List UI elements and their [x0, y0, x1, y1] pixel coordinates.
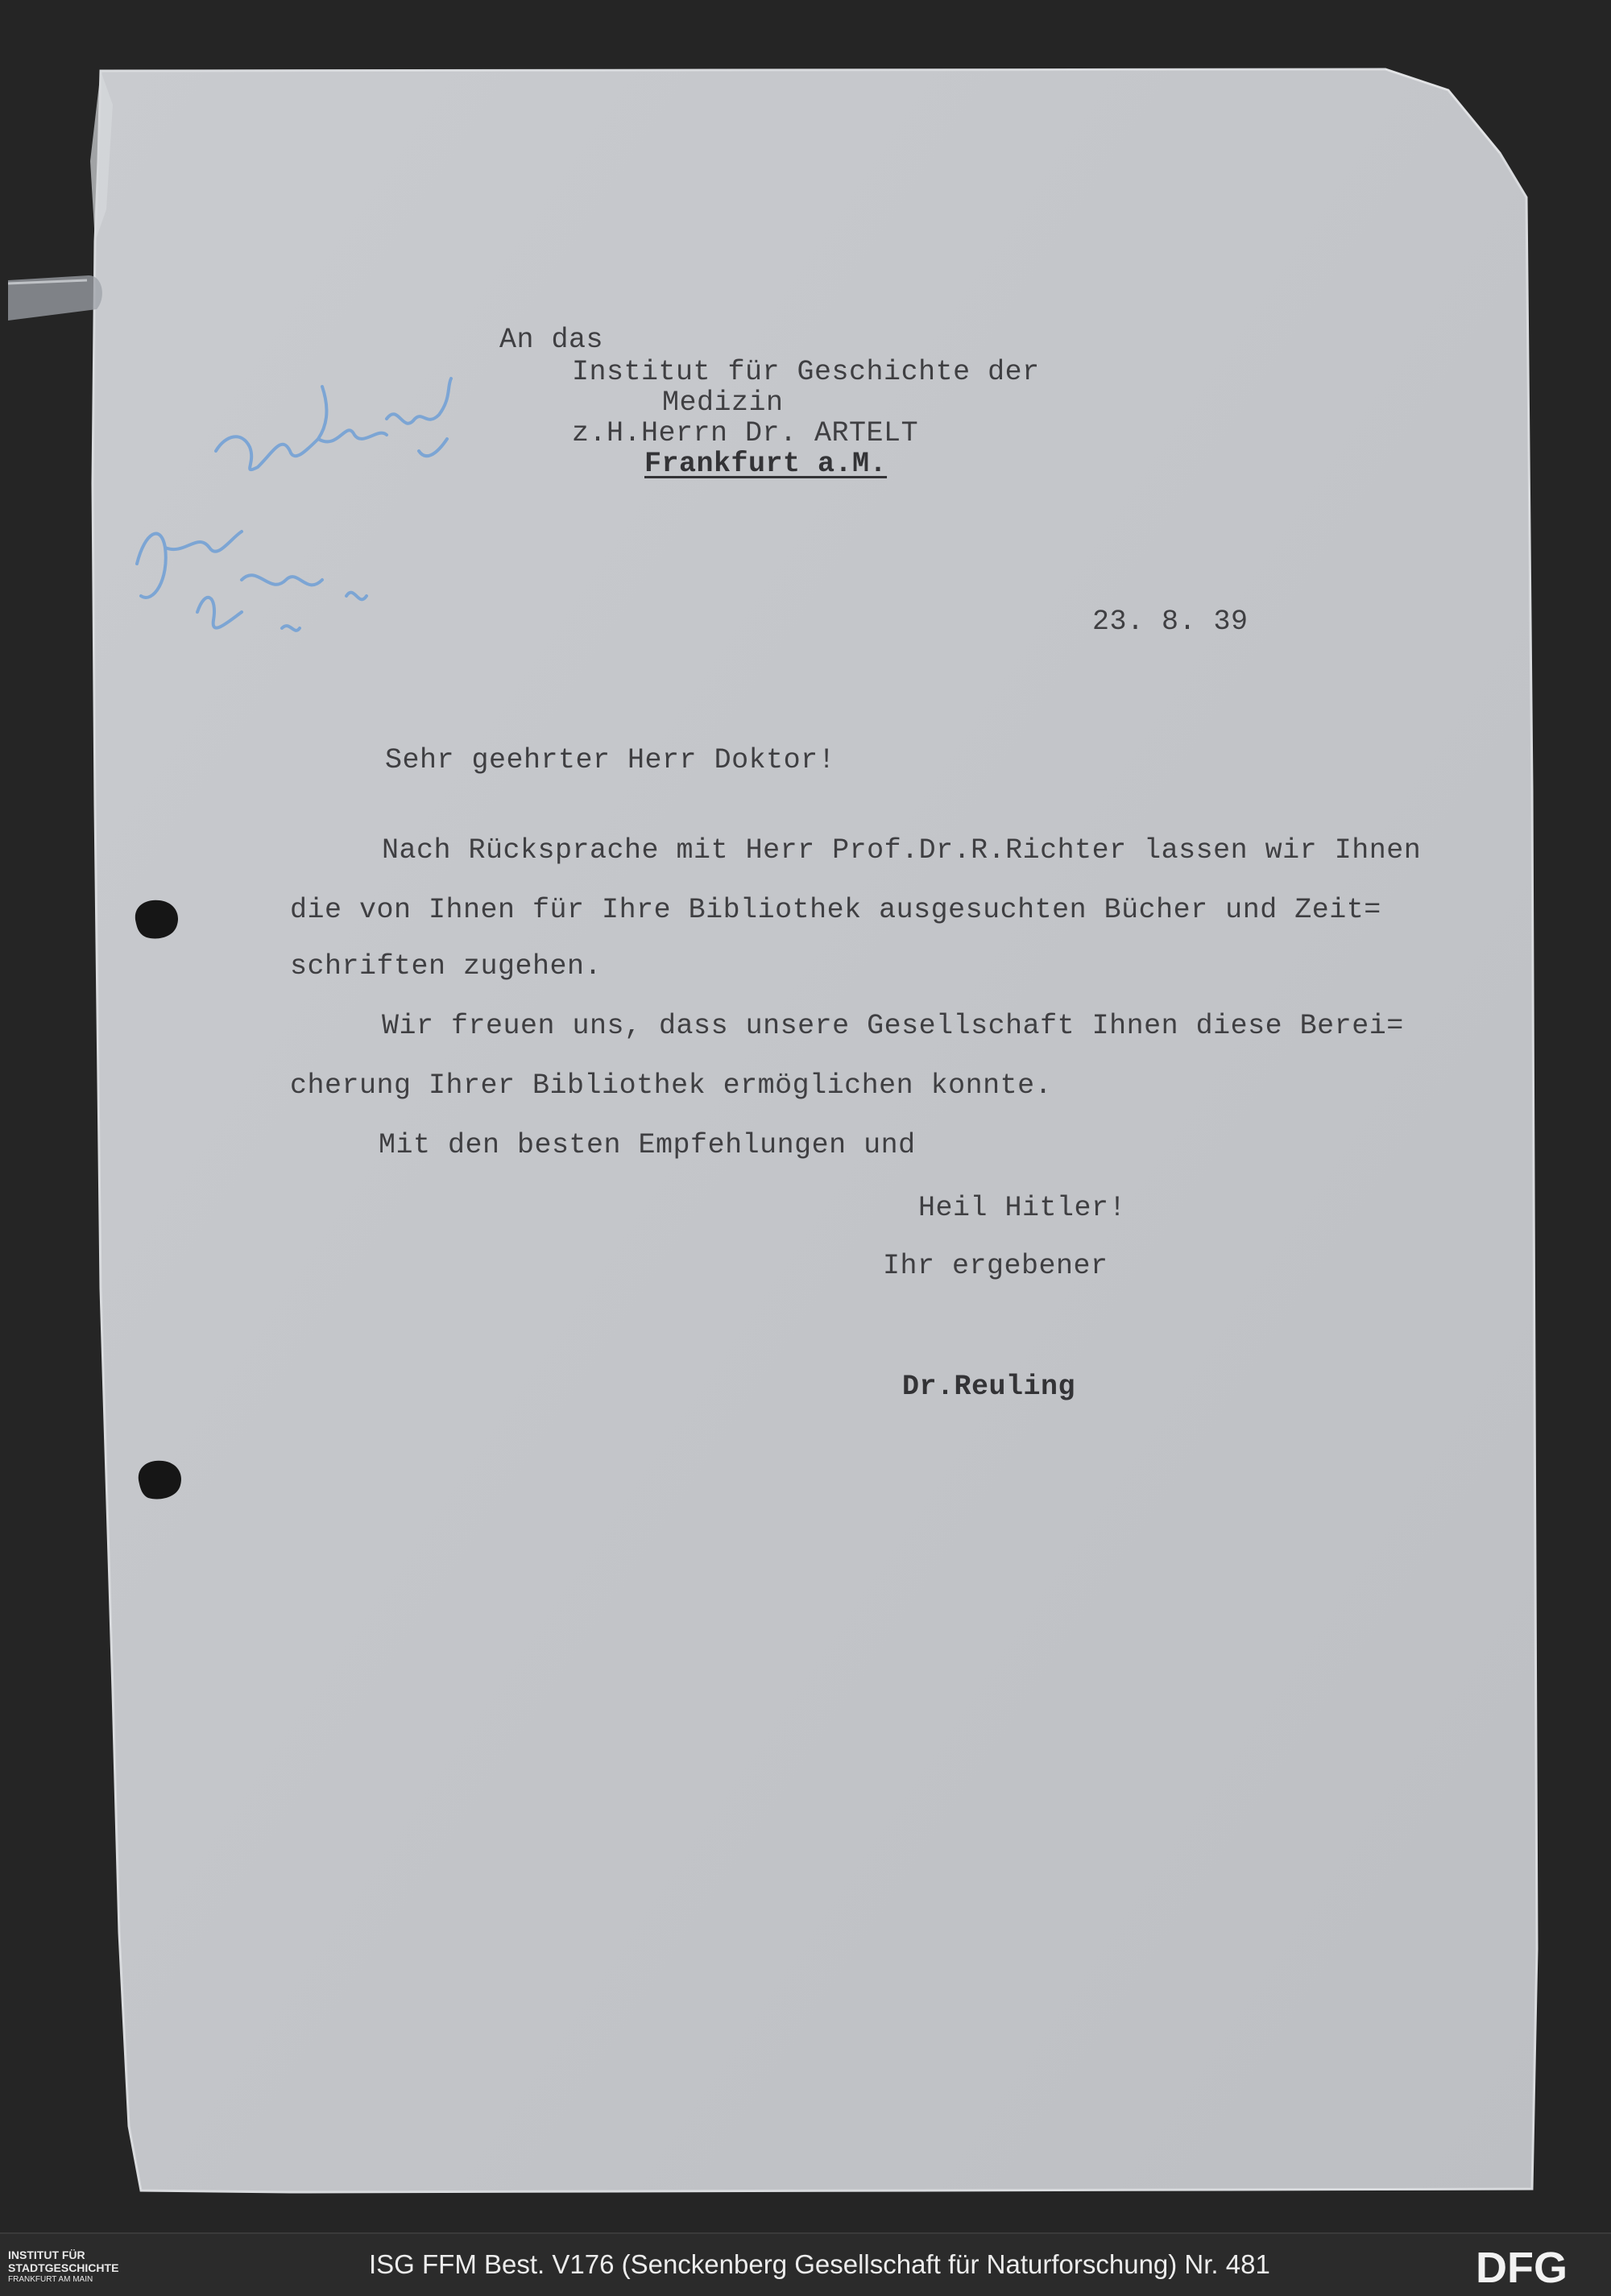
body-line-1: Nach Rücksprache mit Herr Prof.Dr.R.Richter lassen wir Ihnen: [382, 834, 1422, 867]
signature-name: Dr.Reuling: [902, 1371, 1076, 1403]
institute-logo-line-1: INSTITUT FÜR: [8, 2248, 85, 2261]
body-line-6: Mit den besten Empfehlungen und: [379, 1129, 916, 1161]
body-line-5: cherung Ihrer Bibliothek ermöglichen konnte.: [290, 1069, 1053, 1102]
body-line-2: die von Ihnen für Ihre Bibliothek ausgesuchten Bücher und Zeit=: [290, 894, 1381, 926]
recipient-line-4: z.H.Herrn Dr. ARTELT: [572, 417, 919, 449]
recipient-line-2: Institut für Geschichte der: [572, 356, 1040, 388]
body-line-4: Wir freuen uns, dass unsere Gesellschaft Ihnen diese Berei=: [382, 1010, 1404, 1042]
paper-clip: [8, 274, 105, 322]
closing-valediction: Ihr ergebener: [883, 1250, 1108, 1282]
recipient-line-1: An das: [499, 324, 604, 356]
closing-greeting: Heil Hitler!: [918, 1192, 1127, 1224]
punch-hole-top: [129, 896, 185, 944]
archive-footer: [0, 2232, 1611, 2296]
punch-hole-bottom: [130, 1456, 188, 1504]
dfg-logo-text: DFG: [1476, 2245, 1568, 2287]
body-line-3: schriften zugehen.: [290, 950, 603, 983]
recipient-city: Frankfurt a.M.: [644, 448, 888, 480]
institute-logo: [8, 2248, 145, 2289]
recipient-line-3: Medizin: [662, 387, 784, 419]
archive-caption: ISG FFM Best. V176 (Senckenberg Gesellschaft für Naturforschung) Nr. 481: [369, 2249, 1270, 2279]
institute-logo-line-2: STADTGESCHICHTE: [8, 2261, 119, 2274]
dfg-logo: [1476, 2245, 1597, 2287]
institute-logo-line-3: FRANKFURT AM MAIN: [8, 2275, 93, 2284]
letter-date: 23. 8. 39: [1092, 606, 1249, 638]
salutation: Sehr geehrter Herr Doktor!: [385, 744, 836, 776]
